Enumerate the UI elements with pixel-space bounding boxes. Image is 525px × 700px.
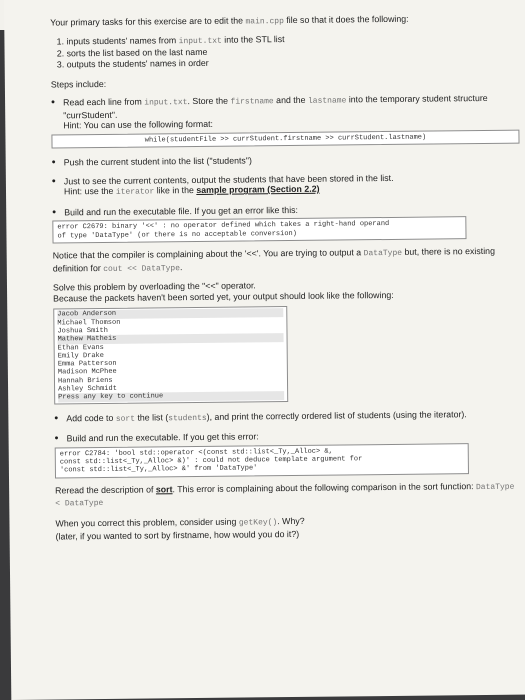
notice-paragraph: Notice that the compiler is complaining about the '<<'. You are trying to output a DataType but, there is no existing definition for cout << DataType. [52,245,496,274]
error-line: 'const std::list<_Ty,_Alloc> &' from 'DataType' [59,464,258,475]
output-list-box [53,306,288,404]
sort-link[interactable]: sort [155,483,173,495]
step-sort: • Add code to sort the list (students), and print the correctly ordered list of students (using the iterator). [54,408,522,425]
error-line: const std::list<_Ty,_Alloc> &)' : could not deduce template argument for [59,455,363,467]
step-read-lines: • Read each line from input.txt. Store the firstname and the lastname into the temporary student structure "currStudent". Hint: You can use the following format: [51,93,519,132]
output-line: Press any key to continue [58,391,284,402]
error-line: error C2679: binary '<<' : no operator defined which takes a right-hand operand [57,220,390,232]
output-line: Ethan Evans [57,343,104,353]
output-line: Hannah Briens [57,376,113,386]
document-content [50,3,524,542]
error-box-c2679 [52,217,466,244]
reread-paragraph: Reread the description of sort. This error is complaining about the following comparison in the sort function: DataType < DataType [55,480,515,509]
final-question: (later, if you wanted to sort by firstname, how would you do it?) [55,528,300,542]
step-output: • Just to see the current contents, output the students that have been stored in the list. Hint: use the iterator like in the sample program (Section 2.2) [52,171,520,199]
steps-heading: Steps include: [50,79,107,90]
output-line: Ashley Schmidt [58,384,117,394]
error-line: error C2784: 'bool std::operator <(const std::list<_Ty,_Alloc> &, [59,447,333,459]
task-list [50,31,518,70]
final-paragraph: When you correct this problem, consider using getKey(). Why? [55,515,305,529]
sample-program-link[interactable]: sample program (Section 2.2) [196,183,320,196]
output-line: Emma Patterson [57,360,117,369]
error-box-c2784 [55,443,469,478]
step-build: • Build and run the executable file. If you get an error like this: [52,202,520,217]
output-line: Michael Thomson [57,318,121,328]
intro-paragraph: Your primary tasks for this exercise are to edit the main.cpp file so that it does the following: [50,13,409,28]
step-push: • Push the current student into the list ("students") [52,153,520,168]
output-line: Joshua Smith [57,326,108,336]
code-box-while: while(studentFile >> currStudent.firstname >> currStudent.lastname) [51,129,519,148]
task-item: 1. inputs students' names from input.txt into the STL list [66,31,518,48]
error-line: of type 'DataType' (or there is no acceptable conversion) [57,229,297,241]
step-build-again: • Build and run the executable. If you get this error: [55,429,523,444]
output-line: Madison McPhee [57,368,117,377]
solve-line: Solve this problem by overloading the "<<" operator. [52,280,256,293]
task-item: 2. sorts the list based on the last name [67,44,519,59]
output-line: Emily Drake [57,351,104,361]
document-page [4,0,525,700]
output-line: Mathew Matheis [58,333,284,344]
output-line: Jacob Anderson [57,308,283,319]
hint-text: Hint: You can use the following format: [63,118,214,131]
solve-line: Because the packets haven't been sorted yet, your output should look like the following: [53,289,394,304]
task-item: 3. outputs the students' names in order [67,54,519,69]
inline-code: main.cpp [245,17,284,27]
